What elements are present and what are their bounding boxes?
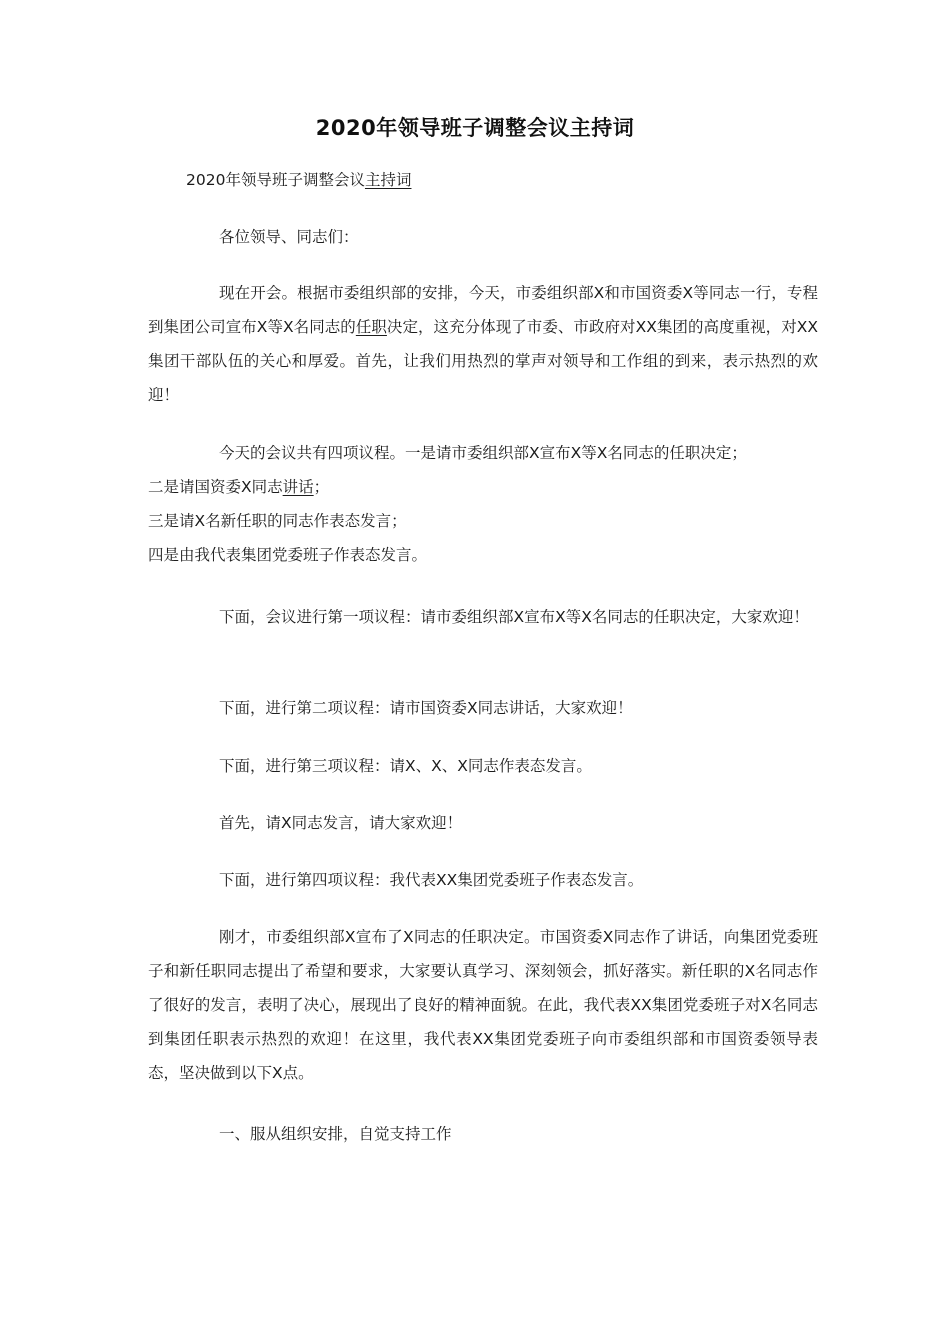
subtitle-line (148, 163, 818, 197)
opening-text-a: 现在开会。根据市委组织部的安排，今天，市委组织部X和市国资委X等同志一行，专程到集团公司宣布X等X名同志的 (148, 284, 818, 336)
step3-block (148, 749, 818, 783)
step3-paragraph: 下面，进行第三项议程：请X、X、X同志作表态发言。 (219, 757, 592, 775)
speech-link[interactable]: 讲话 (282, 478, 314, 496)
opening-paragraph-block (148, 276, 818, 412)
agenda-item-3: 三是请X名新任职的同志作表态发言； (148, 512, 407, 530)
point1-block (148, 1117, 818, 1151)
agenda-item-2-end: ； (313, 478, 330, 496)
opening-paragraph (148, 276, 818, 412)
step1-paragraph: 下面，会议进行第一项议程：请市委组织部X宣布X等X名同志的任职决定，大家欢迎！ (219, 608, 809, 626)
agenda-item-4: 四是由我代表集团党委班子作表态发言。 (148, 546, 428, 564)
appointment-link[interactable]: 任职 (355, 318, 387, 336)
agenda-intro: 今天的会议共有四项议程。一是请市委组织部X宣布X等X名同志的任职决定； (219, 444, 747, 462)
step3-first-block (148, 806, 818, 840)
page-title: 2020年领导班子调整会议主持词 (315, 116, 635, 140)
greeting: 各位领导、同志们： (219, 228, 359, 246)
subtitle-link[interactable]: 主持词 (364, 171, 412, 189)
step2-block (148, 691, 818, 725)
summary-block (148, 920, 818, 1090)
step2-paragraph: 下面，进行第二项议程：请市国资委X同志讲话，大家欢迎！ (219, 699, 633, 717)
subtitle-text: 2020年领导班子调整会议 (186, 171, 365, 189)
step3-first-paragraph: 首先，请X同志发言，请大家欢迎！ (219, 814, 463, 832)
step1-block (148, 600, 818, 634)
opening-text-b: 决定，这充分体现了市委、市政府对XX集团的高度重视，对XX集团干部队伍的关心和厚爱。首先，让我们用热烈的掌声对领导和工作组的到来，表示热烈的欢迎！ (148, 318, 818, 404)
agenda-block (148, 436, 818, 572)
step4-paragraph: 下面，进行第四项议程：我代表XX集团党委班子作表态发言。 (219, 871, 644, 889)
subtitle-paragraph (148, 163, 818, 197)
greeting-block (148, 220, 818, 254)
agenda-item-2 (148, 470, 818, 504)
agenda-item-2-text: 二是请国资委X同志 (148, 478, 283, 496)
summary-paragraph: 刚才，市委组织部X宣布了X同志的任职决定。市国资委X同志作了讲话，向集团党委班子和新任职同志提出了希望和要求，大家要认真学习、深刻领会，抓好落实。新任职的X名同志作了很好的发言，表明了决心，展现出了良好的精神面貌。在此，我代表XX集团党委班子对X名同志到集团任职表示热烈的欢迎！在这里，我代表XX集团党委班子向市委组织部和市国资委领导表态，坚决做到以下X点。 (148, 928, 818, 1082)
point1-heading: 一、服从组织安排，自觉支持工作 (219, 1125, 452, 1143)
step4-block (148, 863, 818, 897)
